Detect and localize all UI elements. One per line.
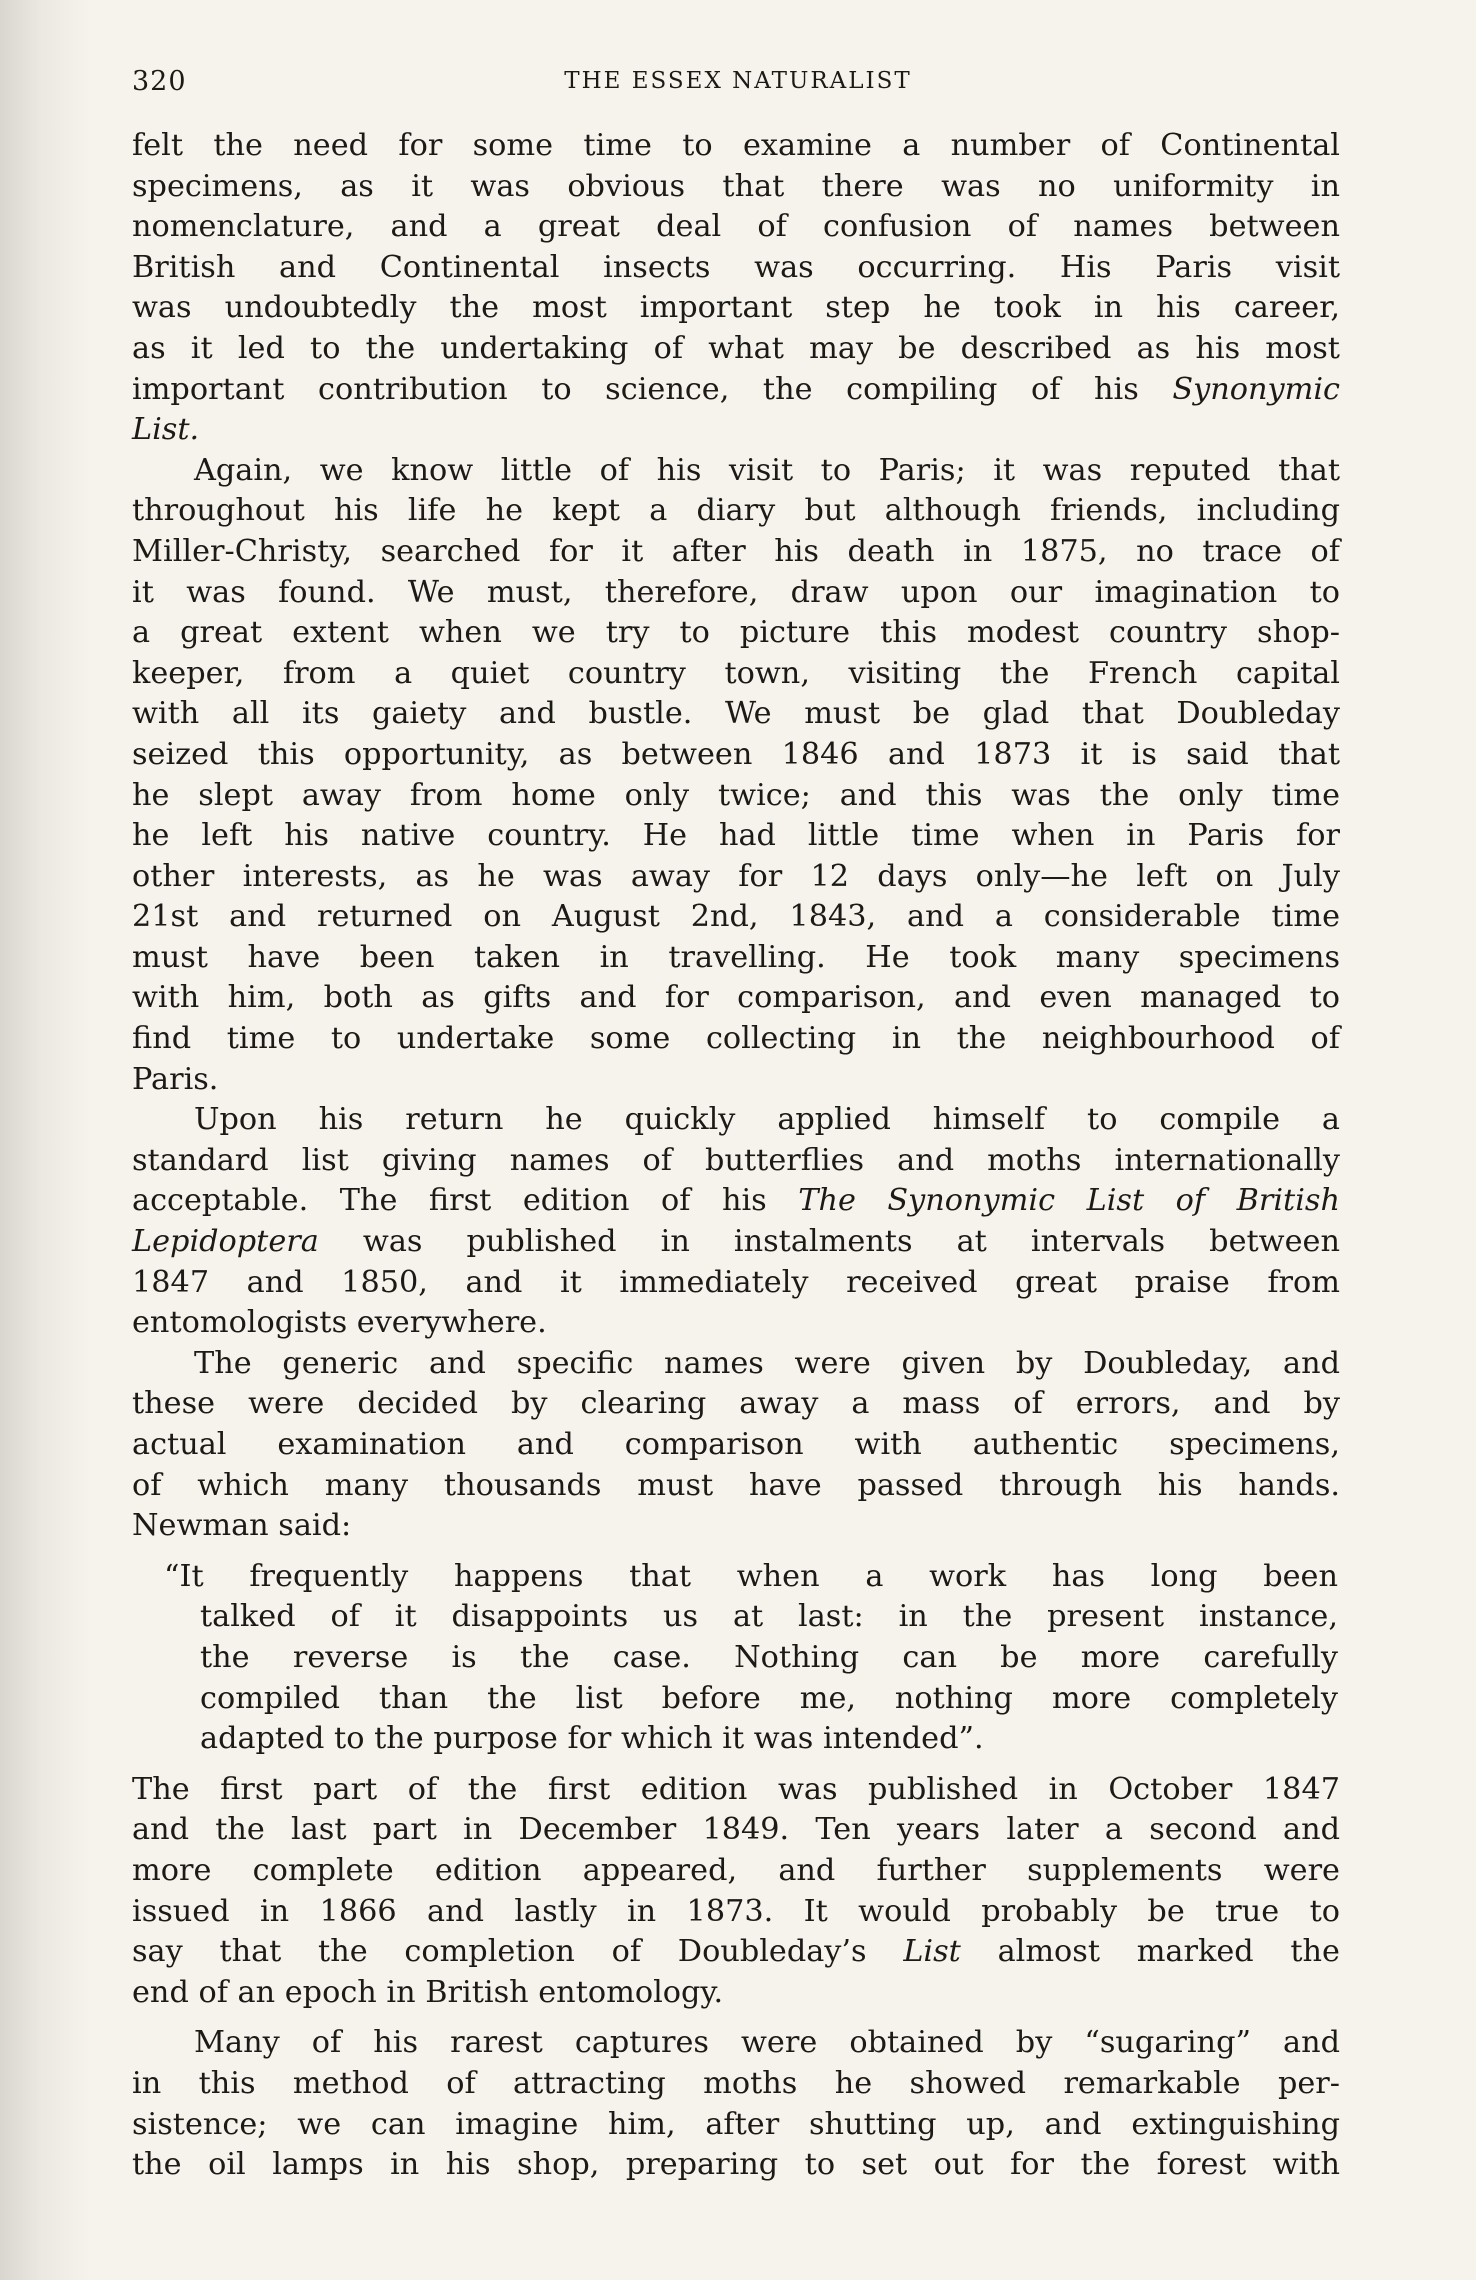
text-line: he slept away from home only twice; and this was the only time <box>132 777 1340 813</box>
text-line <box>132 1222 1340 1263</box>
text-line: nomenclature, and a great deal of confusion of names between <box>132 209 1340 245</box>
text-line: was undoubtedly the most important step he took in his career, <box>132 290 1340 326</box>
text-line: with him, both as gifts and for comparison, and even managed to <box>132 980 1340 1016</box>
text-line: more complete edition appeared, and further supplements were <box>132 1852 1340 1888</box>
text-line: a great extent when we try to picture this modest country shop- <box>132 615 1340 651</box>
text-line: these were decided by clearing away a mass of errors, and by <box>132 1386 1340 1422</box>
text-line: entomologists everywhere. <box>132 1305 547 1341</box>
paragraph <box>132 2023 1340 2185</box>
body-text <box>132 126 1340 2186</box>
text-line: issued in 1866 and lastly in 1873. It would probably be true to <box>132 1893 1340 1929</box>
spacer <box>132 2013 1340 2023</box>
text-line <box>132 1181 1340 1222</box>
block-quote <box>132 1557 1340 1760</box>
text-fragment: almost marked the <box>997 1934 1340 1970</box>
quote-line: compiled than the list before me, nothing more completely <box>200 1680 1338 1716</box>
text-line: Again, we know little of his visit to Paris; it was reputed that <box>194 452 1340 488</box>
text-fragment: important contribution to science, the compiling of his <box>132 371 1139 407</box>
text-line: of which many thousands must have passed through his hands. <box>132 1467 1340 1503</box>
text-line: Newman said: <box>132 1508 352 1544</box>
text-fragment: was published in instalments at intervals between <box>362 1224 1340 1260</box>
text-line: The first part of the first edition was published in October 1847 <box>132 1771 1340 1807</box>
text-line: the oil lamps in his shop, preparing to set out for the forest with <box>132 2147 1340 2183</box>
text-line: with all its gaiety and bustle. We must be glad that Doubleday <box>132 696 1340 732</box>
italic-book-title: Lepidoptera <box>132 1224 319 1260</box>
text-line: specimens, as it was obvious that there was no uniformity in <box>132 168 1340 204</box>
text-line: end of an epoch in British entomology. <box>132 1974 724 2010</box>
spacer <box>132 1760 1340 1770</box>
text-line: felt the need for some time to examine a number of Continental <box>132 128 1340 163</box>
spacer <box>132 1547 1340 1557</box>
quote-line: talked of it disappoints us at last: in the present instance, <box>200 1599 1338 1635</box>
text-line: List. <box>132 412 200 448</box>
text-line: must have been taken in travelling. He took many specimens <box>132 939 1340 975</box>
italic-term: Synonymic <box>1172 371 1340 407</box>
page-number: 320 <box>132 66 187 97</box>
text-line: British and Continental insects was occurring. His Paris visit <box>132 249 1340 285</box>
paragraph <box>132 1344 1340 1547</box>
text-line: as it led to the undertaking of what may be described as his most <box>132 330 1340 366</box>
text-line: The generic and specific names were given by Doubleday, and <box>194 1345 1340 1381</box>
text-line: other interests, as he was away for 12 days only—he left on July <box>132 858 1340 894</box>
text-line: standard list giving names of butterflies and moths internationally <box>132 1142 1340 1178</box>
text-line: seized this opportunity, as between 1846 and 1873 it is said that <box>132 736 1340 772</box>
quote-line: “It frequently happens that when a work has long been <box>164 1558 1338 1594</box>
text-line: 21st and returned on August 2nd, 1843, and a considerable time <box>132 899 1340 935</box>
italic-term: List <box>903 1934 961 1970</box>
paragraph <box>132 126 1340 451</box>
text-line: keeper, from a quiet country town, visiting the French capital <box>132 655 1340 691</box>
paragraph <box>132 451 1340 1101</box>
text-line: Miller-Christy, searched for it after his death in 1875, no trace of <box>132 533 1340 569</box>
text-line <box>132 1932 1340 1973</box>
text-line: Paris. <box>132 1061 219 1097</box>
paragraph <box>132 1100 1340 1344</box>
text-line: Upon his return he quickly applied himself to compile a <box>194 1102 1340 1138</box>
quote-line: the reverse is the case. Nothing can be more carefully <box>200 1639 1338 1675</box>
text-fragment: say that the completion of Doubleday’s <box>132 1934 867 1970</box>
text-line: throughout his life he kept a diary but although friends, including <box>132 493 1340 529</box>
text-line: find time to undertake some collecting in the neighbourhood of <box>132 1021 1340 1057</box>
text-line: and the last part in December 1849. Ten years later a second and <box>132 1812 1340 1848</box>
running-head: THE ESSEX NATURALIST <box>564 68 912 94</box>
text-line: sistence; we can imagine him, after shutting up, and extinguishing <box>132 2106 1340 2142</box>
text-line <box>132 370 1340 411</box>
text-line: it was found. We must, therefore, draw upon our imagination to <box>132 574 1340 610</box>
text-line: in this method of attracting moths he showed remarkable per- <box>132 2065 1340 2101</box>
text-line: Many of his rarest captures were obtained by “sugaring” and <box>194 2025 1340 2061</box>
text-line: actual examination and comparison with authentic specimens, <box>132 1427 1340 1462</box>
page-header <box>132 66 1344 106</box>
quote-line: adapted to the purpose for which it was intended”. <box>200 1721 984 1757</box>
text-fragment: acceptable. The first edition of his <box>132 1183 767 1219</box>
text-line: he left his native country. He had little time when in Paris for <box>132 818 1340 854</box>
paragraph <box>132 1770 1340 2014</box>
text-line: 1847 and 1850, and it immediately received great praise from <box>132 1264 1340 1300</box>
italic-book-title: The Synonymic List of British <box>798 1183 1340 1219</box>
